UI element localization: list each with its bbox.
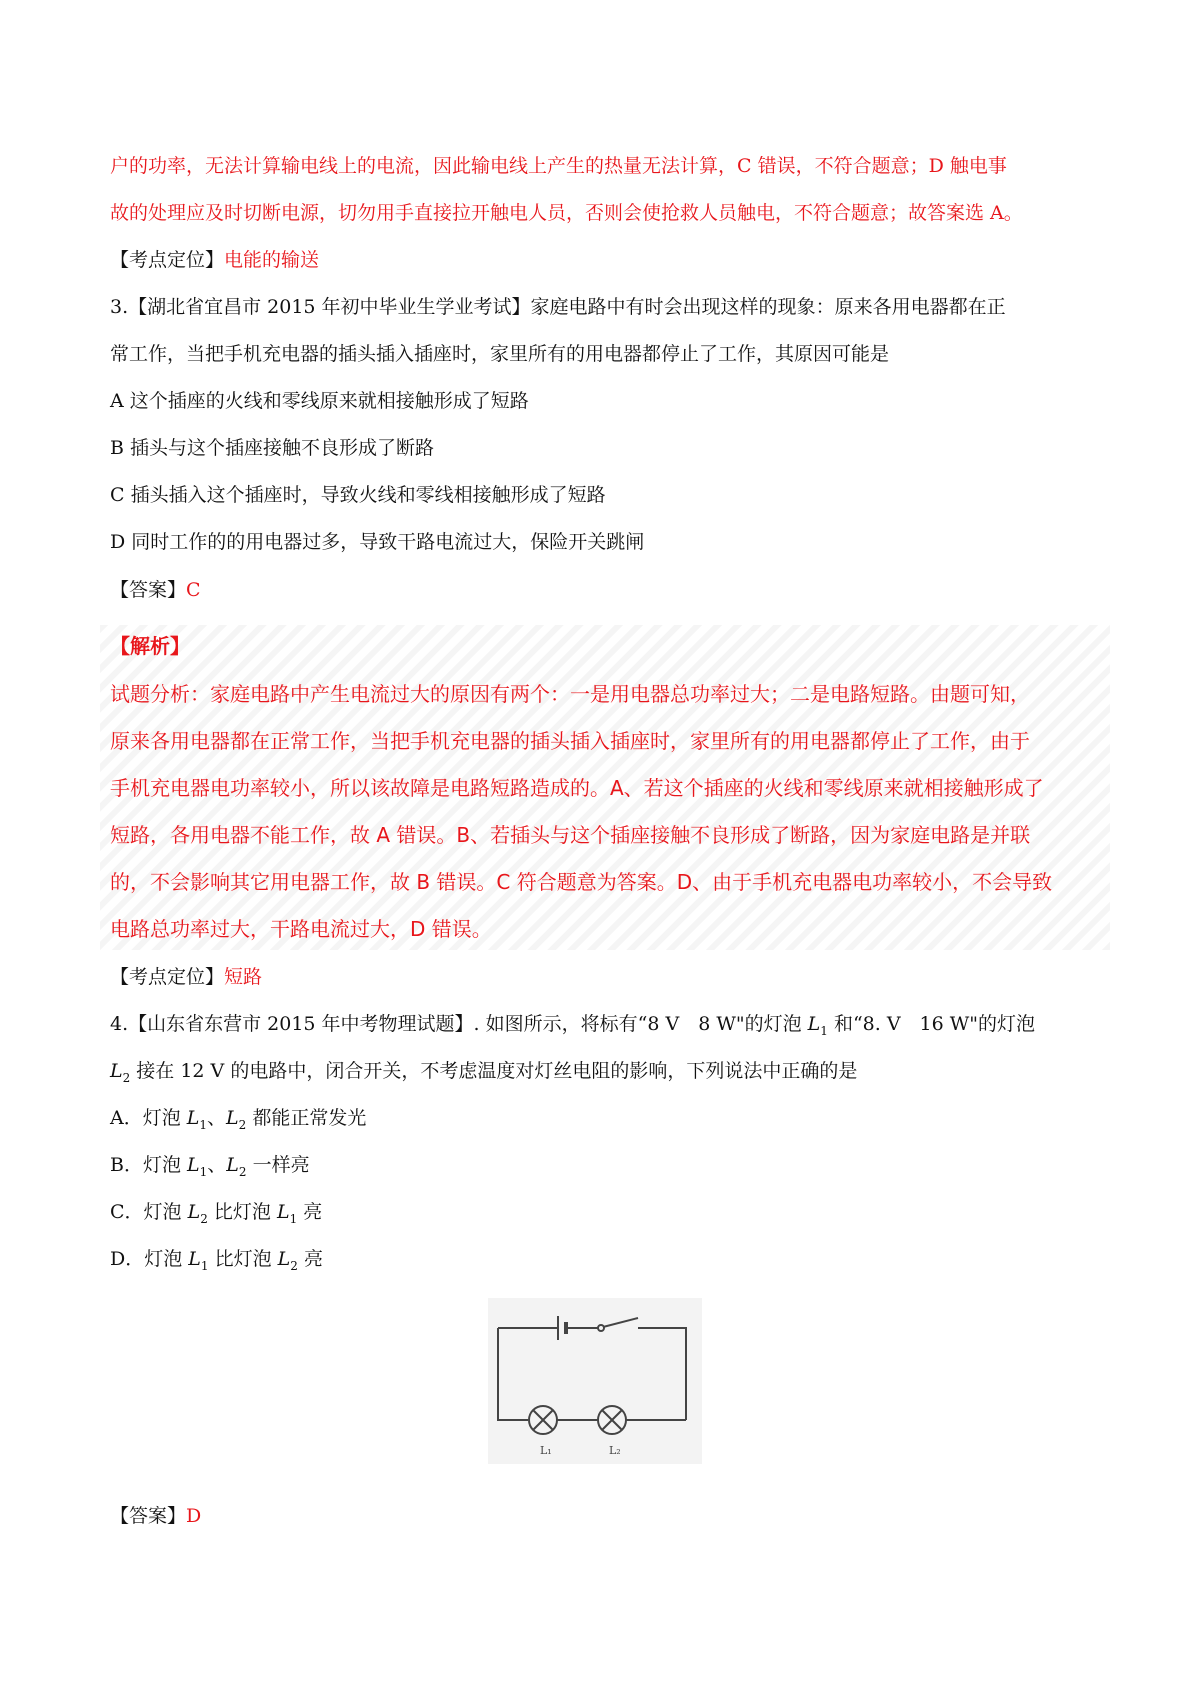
q3-option-c: C 插头插入这个插座时，导致火线和零线相接触形成了短路 <box>110 484 606 506</box>
opt-text: 亮 <box>297 1248 323 1270</box>
q3-analysis-line-6: 电路总功率过大，干路电流过大，D 错误。 <box>110 917 492 941</box>
var-l: L <box>186 1107 200 1129</box>
q3-stem-line-1: 3.【湖北省宜昌市 2015 年初中毕业生学业考试】家庭电路中有时会出现这样的现象：原来各用电器都在正 <box>110 296 1006 318</box>
kaodian-label: 【考点定位】 <box>110 249 225 271</box>
q4-stem-part-a: 4.【山东省东营市 2015 年中考物理试题】. 如图所示，将标有“8 V 8 W"的灯泡 <box>110 1013 808 1035</box>
answer-value: C <box>186 579 201 601</box>
sub-1: 1 <box>199 1117 208 1132</box>
q3-option-b: B 插头与这个插座接触不良形成了断路 <box>110 437 435 459</box>
sub-1: 1 <box>200 1258 209 1273</box>
circuit-background <box>488 1298 702 1464</box>
var-l: L <box>276 1201 290 1223</box>
opt-text: 都能正常发光 <box>246 1107 367 1129</box>
prev-analysis-line-1: 户的功率，无法计算输电线上的电流，因此输电线上产生的热量无法计算，C 错误，不符合题意；D 触电事 <box>110 155 1007 177</box>
kaodian-label: 【考点定位】 <box>110 966 225 988</box>
answer-value: D <box>186 1505 202 1527</box>
sub-2: 2 <box>290 1258 298 1273</box>
q4-option-b <box>110 1151 310 1186</box>
q3-analysis-line-1: 试题分析：家庭电路中产生电流过大的原因有两个：一是用电器总功率过大；二是电路短路。由题可知， <box>110 682 1030 706</box>
q4-answer <box>110 1502 201 1530</box>
var-l: L <box>187 1154 200 1176</box>
opt-text: 比灯泡 <box>207 1201 277 1223</box>
opt-text: 、 <box>207 1107 227 1129</box>
q3-kaodian <box>110 963 262 991</box>
var-l: L <box>226 1107 239 1129</box>
answer-label: 【答案】 <box>110 579 187 601</box>
var-l: L <box>110 1060 123 1082</box>
opt-text: C．灯泡 <box>110 1201 188 1223</box>
sub-2: 2 <box>122 1070 131 1085</box>
var-l: L <box>187 1201 201 1223</box>
sub-1: 1 <box>820 1023 828 1038</box>
q4-option-d <box>110 1245 323 1280</box>
kaodian-value: 短路 <box>224 966 263 988</box>
lamp-l2-label: L₂ <box>609 1444 621 1457</box>
sub-2: 2 <box>238 1117 247 1132</box>
sub-2: 2 <box>238 1164 247 1179</box>
opt-text: D．灯泡 <box>110 1248 189 1270</box>
opt-text: 亮 <box>297 1201 323 1223</box>
q3-analysis-label: 【解析】 <box>110 634 190 658</box>
opt-text: A．灯泡 <box>110 1107 187 1129</box>
sub-2: 2 <box>200 1211 208 1226</box>
q3-analysis-line-2: 原来各用电器都在正常工作，当把手机充电器的插头插入插座时，家里所有的用电器都停止了工作，由于 <box>110 729 1030 753</box>
kaodian-value: 电能的输送 <box>224 249 320 271</box>
q4-option-c <box>110 1198 322 1233</box>
q4-stem-part-b: 和“8. V 16 W"的灯泡 <box>827 1013 1036 1035</box>
opt-text: B．灯泡 <box>110 1154 188 1176</box>
var-l: L <box>807 1013 821 1035</box>
q3-option-a: A 这个插座的火线和零线原来就相接触形成了短路 <box>110 390 529 412</box>
q4-stem-line-2 <box>110 1057 857 1092</box>
sub-1: 1 <box>289 1211 298 1226</box>
prev-analysis-line-2: 故的处理应及时切断电源，切勿用手直接拉开触电人员，否则会使抢救人员触电，不符合题意；故答案选 A。 <box>110 202 1023 224</box>
q3-analysis-line-5: 的，不会影响其它用电器工作，故 B 错误。C 符合题意为答案。D、由于手机充电器电功率较小，不会导致 <box>110 870 1053 894</box>
var-l: L <box>277 1248 291 1270</box>
q3-analysis-line-4: 短路，各用电器不能工作，故 A 错误。B、若插头与这个插座接触不良形成了断路，因为家庭电路是并联 <box>110 823 1031 847</box>
opt-text: 、 <box>207 1154 227 1176</box>
q4-stem-line-1 <box>110 1010 1035 1045</box>
q3-option-d: D 同时工作的的用电器过多，导致干路电流过大，保险开关跳闸 <box>110 531 645 553</box>
prev-kaodian <box>110 246 319 274</box>
q4-option-a <box>110 1104 366 1139</box>
q3-stem-line-2: 常工作，当把手机充电器的插头插入插座时，家里所有的用电器都停止了工作，其原因可能是 <box>110 343 890 365</box>
var-l: L <box>188 1248 201 1270</box>
opt-text: 一样亮 <box>246 1154 310 1176</box>
circuit-diagram <box>488 1298 702 1464</box>
var-l: L <box>226 1154 239 1176</box>
lamp-l1-label: L₁ <box>540 1444 552 1457</box>
answer-label: 【答案】 <box>110 1505 187 1527</box>
q3-analysis-line-3: 手机充电器电功率较小，所以该故障是电路短路造成的。A、若这个插座的火线和零线原来就相接触形成了 <box>110 776 1044 800</box>
sub-1: 1 <box>199 1164 208 1179</box>
q4-stem-part-c: 接在 12 V 的电路中，闭合开关，不考虑温度对灯丝电阻的影响，下列说法中正确的是 <box>130 1060 858 1082</box>
q3-answer <box>110 576 201 604</box>
opt-text: 比灯泡 <box>208 1248 278 1270</box>
